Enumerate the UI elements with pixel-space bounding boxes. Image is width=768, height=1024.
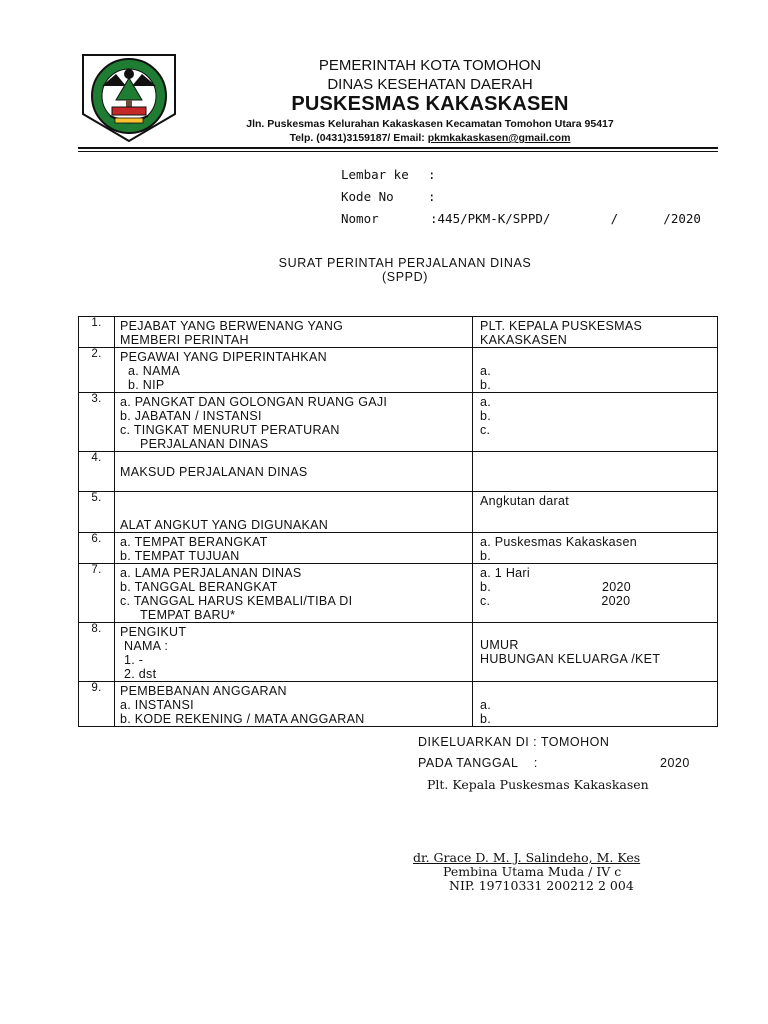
letterhead-rule — [78, 147, 718, 149]
letterhead-institution: PUSKESMAS KAKASKASEN — [291, 93, 569, 115]
value-line — [480, 594, 717, 608]
row-number: 6. — [79, 533, 115, 564]
row-field — [115, 317, 473, 348]
signatory-name: dr. Grace D. M. J. Salindeho, M. Kes — [413, 850, 641, 865]
row-field — [115, 492, 473, 533]
row-field — [115, 623, 473, 682]
row-field — [115, 393, 473, 452]
value-text: c. — [480, 423, 491, 437]
value-text: a. — [480, 698, 492, 712]
signatory-rank: Pembina Utama Muda / IV c — [443, 864, 622, 879]
row-number: 1. — [79, 317, 115, 348]
row-value — [473, 492, 718, 533]
row-number: 7. — [79, 564, 115, 623]
value-text: a. — [480, 395, 492, 409]
field-text: NAMA : — [124, 639, 169, 653]
row-number: 4. — [79, 452, 115, 492]
nomor-label: Nomor — [341, 211, 379, 226]
row-field — [115, 564, 473, 623]
value-text: b. — [480, 549, 492, 563]
value-text: b. — [480, 712, 492, 726]
field-text: b. NIP — [128, 378, 165, 392]
row-value — [473, 533, 718, 564]
field-text: TEMPAT BARU* — [140, 608, 236, 622]
kode-label: Kode No — [341, 189, 394, 204]
table-row — [79, 452, 718, 492]
issued-at: DIKELUARKAN DI : TOMOHON — [418, 735, 610, 749]
lembar-colon: : — [428, 167, 436, 182]
table-row — [79, 623, 718, 682]
letterhead-address: Jln. Puskesmas Kelurahan Kakaskasen Kecamatan Tomohon Utara 95417 — [246, 118, 614, 130]
year-text: 2020 — [601, 594, 631, 608]
row-value — [473, 452, 718, 492]
value-text: PLT. KEPALA PUSKESMAS — [480, 319, 643, 333]
value-text: a. Puskesmas Kakaskasen — [480, 535, 637, 549]
issued-role: Plt. Kepala Puskesmas Kakaskasen — [427, 777, 649, 792]
field-text: a. PANGKAT DAN GOLONGAN RUANG GAJI — [120, 395, 388, 409]
field-text: 1. - — [124, 653, 144, 667]
field-text: MEMBERI PERINTAH — [120, 333, 249, 347]
field-text: ALAT ANGKUT YANG DIGUNAKAN — [120, 518, 329, 532]
field-text: b. KODE REKENING / MATA ANGGARAN — [120, 712, 365, 726]
row-value — [473, 317, 718, 348]
row-value — [473, 564, 718, 623]
field-text: a. INSTANSI — [120, 698, 194, 712]
letterhead-department: DINAS KESEHATAN DAERAH — [327, 76, 533, 93]
row-number: 5. — [79, 492, 115, 533]
value-text: b. — [480, 378, 492, 392]
value-text: HUBUNGAN KELUARGA /KET — [480, 652, 661, 666]
kode-colon: : — [428, 189, 436, 204]
contact-phone: Telp. (0431)3159187/ Email: — [289, 132, 428, 144]
value-text: a. — [480, 364, 492, 378]
table-row — [79, 348, 718, 393]
sppd-table — [78, 316, 718, 727]
field-text: b. JABATAN / INSTANSI — [120, 409, 262, 423]
field-text: a. TEMPAT BERANGKAT — [120, 535, 268, 549]
year-text: 2020 — [602, 580, 632, 594]
row-number: 8. — [79, 623, 115, 682]
value-line — [480, 580, 717, 594]
field-text: b. TANGGAL BERANGKAT — [120, 580, 278, 594]
row-value — [473, 393, 718, 452]
row-field — [115, 452, 473, 492]
value-text: b. — [480, 580, 492, 594]
table-row — [79, 317, 718, 348]
field-text: 2. dst — [124, 667, 157, 681]
row-field — [115, 533, 473, 564]
row-value — [473, 623, 718, 682]
field-text: PEJABAT YANG BERWENANG YANG — [120, 319, 344, 333]
value-text: b. — [480, 409, 492, 423]
field-text: PERJALANAN DINAS — [140, 437, 269, 451]
value-text: a. 1 Hari — [480, 566, 530, 580]
row-number: 2. — [79, 348, 115, 393]
row-value — [473, 348, 718, 393]
value-text: Angkutan darat — [480, 494, 569, 508]
field-text: MAKSUD PERJALANAN DINAS — [120, 464, 308, 479]
signatory-nip: NIP. 19710331 200212 2 004 — [449, 878, 634, 893]
document-title: SURAT PERINTAH PERJALANAN DINAS — [278, 256, 532, 270]
value-text: UMUR — [480, 638, 519, 652]
issued-date-year: 2020 — [660, 756, 690, 770]
table-row — [79, 682, 718, 727]
value-text: KAKASKASEN — [480, 333, 568, 347]
field-text: a. LAMA PERJALANAN DINAS — [120, 566, 302, 580]
table-row — [79, 393, 718, 452]
table-row — [79, 533, 718, 564]
city-emblem-icon — [80, 52, 178, 144]
row-number: 3. — [79, 393, 115, 452]
row-field — [115, 348, 473, 393]
table-row — [79, 564, 718, 623]
field-text: PEMBEBANAN ANGGARAN — [120, 684, 287, 698]
letterhead-city: PEMERINTAH KOTA TOMOHON — [318, 57, 542, 74]
field-text: c. TINGKAT MENURUT PERATURAN — [120, 423, 340, 437]
field-text: b. TEMPAT TUJUAN — [120, 549, 240, 563]
letterhead-contact — [195, 132, 665, 144]
row-number: 9. — [79, 682, 115, 727]
nomor-value: :445/PKM-K/SPPD/ / /2020 — [430, 211, 701, 226]
contact-email: pkmkakaskasen@gmail.com — [427, 132, 571, 144]
issued-date-label: PADA TANGGAL : — [418, 756, 538, 770]
document-subtitle: (SPPD) — [382, 270, 428, 284]
row-value — [473, 682, 718, 727]
lembar-label: Lembar ke — [341, 167, 409, 182]
field-text: a. NAMA — [128, 364, 181, 378]
field-text: PEGAWAI YANG DIPERINTAHKAN — [120, 350, 327, 364]
table-row — [79, 492, 718, 533]
field-text: PENGIKUT — [120, 625, 187, 639]
field-text: c. TANGGAL HARUS KEMBALI/TIBA DI — [120, 594, 353, 608]
value-text: c. — [480, 594, 491, 608]
letterhead-rule-thin — [78, 151, 718, 152]
row-field — [115, 682, 473, 727]
